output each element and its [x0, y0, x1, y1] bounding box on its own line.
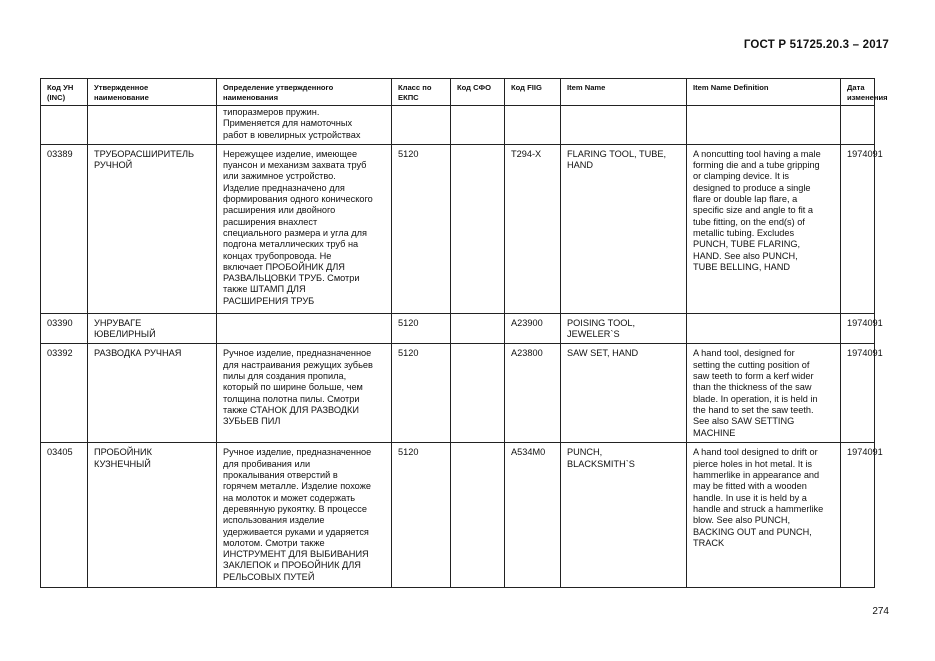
cell-item-name: PUNCH, BLACKSMITH`S [561, 443, 687, 588]
cell-definition: типоразмеров пружин. Применяется для намоточных работ в ювелирных устройствах [217, 106, 392, 145]
cell-name: УНРУВАГЕ ЮВЕЛИРНЫЙ [88, 313, 217, 344]
cell-class: 5120 [392, 344, 451, 443]
cell-fiig: A23800 [505, 344, 561, 443]
cell-name: РАЗВОДКА РУЧНАЯ [88, 344, 217, 443]
cell-class: 5120 [392, 443, 451, 588]
col-header-definition: Определение утвержденного наименования [217, 79, 392, 106]
cell-sfo [451, 106, 505, 145]
cell-item-definition [687, 313, 841, 344]
col-header-name: Утвержденное наименование [88, 79, 217, 106]
col-header-date: Дата изменения [841, 79, 875, 106]
col-header-fiig: Код FIIG [505, 79, 561, 106]
table-row [41, 106, 875, 145]
cell-date: 1974091 [841, 344, 875, 443]
cell-sfo [451, 144, 505, 313]
page-number: 274 [872, 606, 889, 617]
cell-inc: 03390 [41, 313, 88, 344]
cell-class: 5120 [392, 313, 451, 344]
col-header-inc: Код УН (INC) [41, 79, 88, 106]
cell-date: 1974091 [841, 443, 875, 588]
cell-date: 1974091 [841, 313, 875, 344]
cell-inc [41, 106, 88, 145]
cell-inc: 03392 [41, 344, 88, 443]
cell-class: 5120 [392, 144, 451, 313]
cell-date [841, 106, 875, 145]
cell-date: 1974091 [841, 144, 875, 313]
table-row [41, 344, 875, 443]
cell-item-name: SAW SET, HAND [561, 344, 687, 443]
cell-name: ПРОБОЙНИК КУЗНЕЧНЫЙ [88, 443, 217, 588]
cell-sfo [451, 443, 505, 588]
cell-inc: 03389 [41, 144, 88, 313]
cell-fiig: A534M0 [505, 443, 561, 588]
cell-item-name: FLARING TOOL, TUBE, HAND [561, 144, 687, 313]
cell-definition: Нережущее изделие, имеющее пуансон и механизм захвата труб или зажимное устройство. Изделие предназначено для формирования одного конического расширения или двойного расширения внахлест специального размера и угла для подгона металлических труб на концах трубопровода. Не включает ПРОБОЙНИК ДЛЯ РАЗВАЛЬЦОВКИ ТРУБ. Смотри также ШТАМП ДЛЯ РАСШИРЕНИЯ ТРУБ [217, 144, 392, 313]
cell-name [88, 106, 217, 145]
cell-fiig: A23900 [505, 313, 561, 344]
cell-item-name [561, 106, 687, 145]
cell-class [392, 106, 451, 145]
col-header-class: Класс по ЕКПС [392, 79, 451, 106]
cell-definition: Ручное изделие, предназначенное для пробивания или прокалывания отверстий в горячем металле. Изделие похоже на молоток и может содержать деревянную рукоятку. В процессе использования изделие удерживается руками и ударяется молотом. Смотри также ИНСТРУМЕНТ ДЛЯ ВЫБИВАНИЯ ЗАКЛЕПОК и ПРОБОЙНИК ДЛЯ РЕЛЬСОВЫХ ПУТЕЙ [217, 443, 392, 588]
cell-sfo [451, 313, 505, 344]
table-row [41, 443, 875, 588]
cell-item-definition [687, 106, 841, 145]
cell-sfo [451, 344, 505, 443]
document-code: ГОСТ Р 51725.20.3 – 2017 [743, 39, 889, 51]
table-row [41, 144, 875, 313]
cell-item-definition: A hand tool, designed for setting the cutting position of saw teeth to form a kerf wider than the thickness of the saw blade. In operation, it is held in the hand to set the saw teeth. See also SAW SETTING MACHINE [687, 344, 841, 443]
cell-item-definition: A noncutting tool having a male forming die and a tube gripping or clamping device. It is designed to produce a single flare or double lap flare, a specific size and angle to fit a tube fitting, on the end(s) of metallic tubing. Excludes PUNCH, TUBE FLARING, HAND. See also PUNCH, TUBE BELLING, HAND [687, 144, 841, 313]
col-header-item-name: Item Name [561, 79, 687, 106]
col-header-item-definition: Item Name Definition [687, 79, 841, 106]
cell-item-definition: A hand tool designed to drift or pierce holes in hot metal. It is hammerlike in appearance and may be fitted with a wooden handle. In use it is held by a handle and struck a hammerlike blow. See also PUNCH, BACKING OUT and PUNCH, TRACK [687, 443, 841, 588]
table-row [41, 313, 875, 344]
col-header-sfo: Код СФО [451, 79, 505, 106]
cell-item-name: POISING TOOL, JEWELER`S [561, 313, 687, 344]
registry-table [40, 78, 888, 588]
cell-inc: 03405 [41, 443, 88, 588]
cell-name: ТРУБОРАСШИРИТЕЛЬ РУЧНОЙ [88, 144, 217, 313]
cell-definition: Ручное изделие, предназначенное для настраивания режущих зубьев пилы для создания пропила, который по ширине больше, чем толщина полотна пилы. Смотри также СТАНОК ДЛЯ РАЗВОДКИ ЗУБЬЕВ ПИЛ [217, 344, 392, 443]
cell-fiig [505, 106, 561, 145]
cell-definition [217, 313, 392, 344]
table-header-row [41, 79, 875, 106]
cell-fiig: T294-X [505, 144, 561, 313]
